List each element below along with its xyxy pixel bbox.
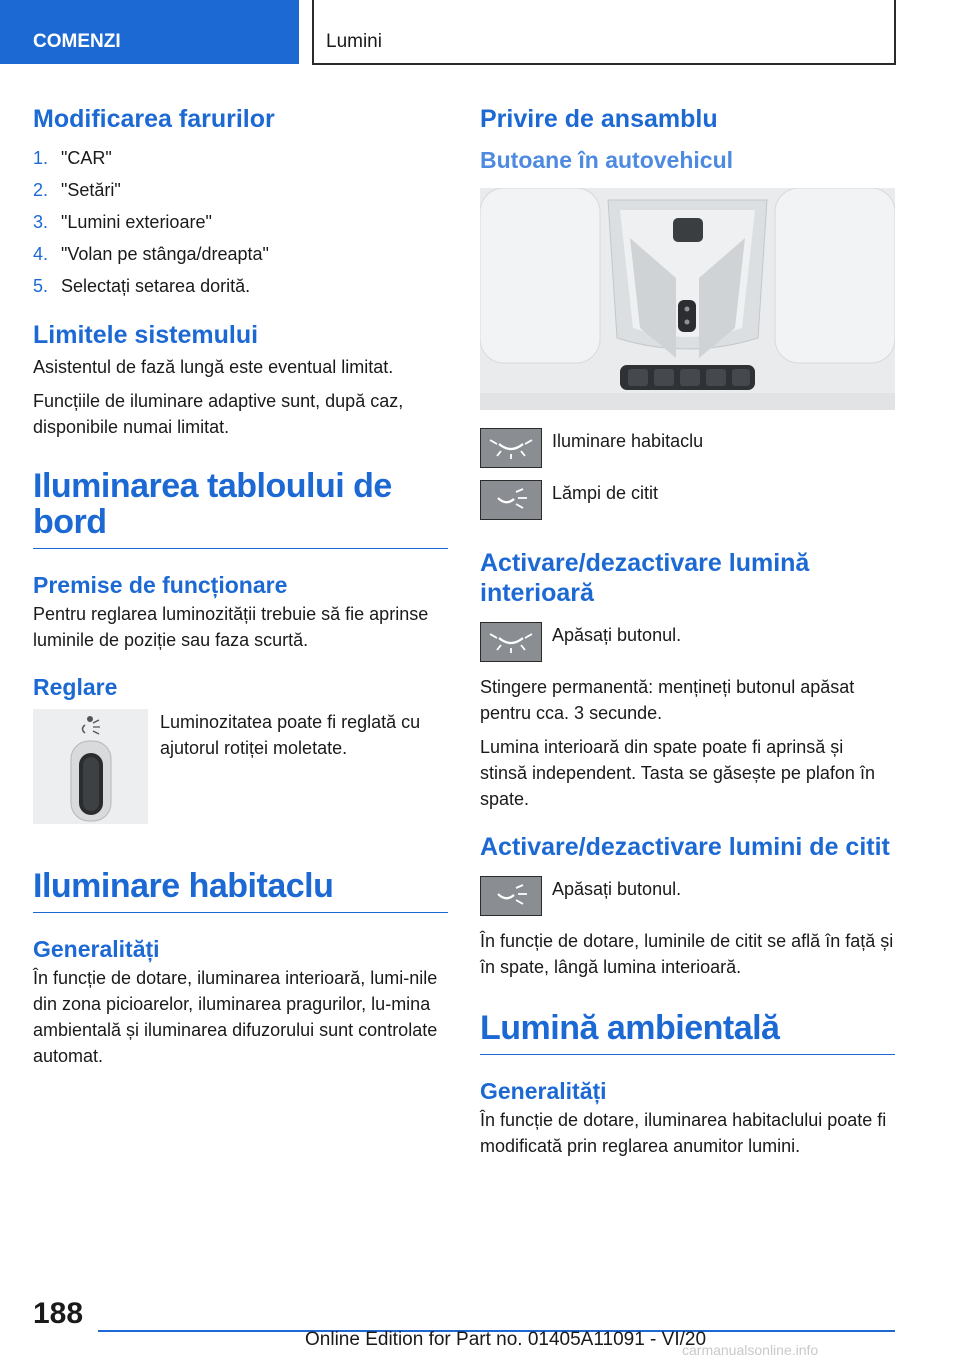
footer-watermark: carmanualsonline.info	[682, 1342, 819, 1358]
paragraph: Funcțiile de iluminare adaptive sunt, după caz, disponibile numai limitat.	[33, 391, 404, 437]
legend-label: Lămpi de citit	[552, 483, 659, 503]
legend-row-reading-light	[480, 480, 895, 520]
left-column	[33, 96, 448, 1077]
step-number: 2.	[33, 180, 49, 200]
paragraph: În funcție de dotare, luminile de citit se află în față și în spate, lângă lumina interioară.	[480, 931, 894, 977]
dimmer-wheel-image	[33, 709, 148, 824]
subsection-generalitati-title: Generalități	[33, 936, 160, 962]
step-text: Selectați setarea dorită.	[61, 276, 251, 296]
subsection-reglare-title: Reglare	[33, 674, 118, 700]
press-button-row	[480, 622, 895, 662]
paragraph: Stingere permanentă: mențineți butonul apăsat pentru cca. 3 secunde.	[480, 677, 855, 723]
step-item	[33, 270, 448, 302]
interior-light-icon	[480, 622, 542, 662]
section-activare-interioara-title: Activare/dezactivare lumină interioară	[480, 549, 810, 607]
step-text: "CAR"	[61, 148, 112, 168]
section-activare-citit-title: Activare/dezactivare lumini de citit	[480, 833, 890, 861]
overhead-console-image	[480, 188, 895, 410]
right-column	[480, 96, 895, 1167]
step-number: 5.	[33, 276, 49, 296]
legend-row-interior-light	[480, 428, 895, 468]
subsection-butoane-title: Butoane în autovehicul	[480, 147, 734, 173]
footer-edition: Online Edition for Part no. 01405A11091 - VI/20	[305, 1329, 707, 1350]
step-number: 1.	[33, 148, 49, 168]
section-modificarea-farurilor-title: Modificarea farurilor	[33, 105, 275, 133]
section-privire-title: Privire de ansamblu	[480, 105, 718, 133]
reading-light-icon	[480, 480, 542, 520]
interior-light-icon	[480, 428, 542, 468]
dimmer-text: Luminozitatea poate fi reglată cu ajutorul rotiței moletate.	[160, 712, 421, 758]
step-item	[33, 206, 448, 238]
steps-list	[33, 142, 448, 302]
reading-light-icon	[480, 876, 542, 916]
header-section-label: COMENZI	[33, 31, 121, 52]
step-item	[33, 142, 448, 174]
subsection-generalitati-title: Generalități	[480, 1078, 607, 1104]
step-text: "Setări"	[61, 180, 121, 200]
press-button-text: Apăsați butonul.	[552, 625, 682, 645]
header-section	[0, 0, 299, 64]
step-number: 3.	[33, 212, 49, 232]
step-number: 4.	[33, 244, 49, 264]
dimmer-figure-row	[33, 709, 448, 824]
page-number: 188	[33, 1297, 84, 1330]
section-lumina-ambientala-title: Lumină ambientală	[480, 1010, 895, 1055]
legend-label: Iluminare habitaclu	[552, 431, 704, 451]
paragraph: Pentru reglarea luminozității trebuie să fie aprinse luminile de poziție sau faza scurtă.	[33, 604, 429, 650]
paragraph: În funcție de dotare, iluminarea interioară, lumi-nile din zona picioarelor, iluminarea pragurilor, lu-mina ambientală și iluminarea difuzorului sunt controlate automat.	[33, 968, 438, 1066]
press-button-text: Apăsați butonul.	[552, 879, 682, 899]
press-button-row	[480, 876, 895, 916]
paragraph: În funcție de dotare, iluminarea habitaclului poate fi modificată prin reglarea anumitor lumini.	[480, 1110, 887, 1156]
step-text: "Lumini exterioare"	[61, 212, 212, 232]
header-title	[312, 0, 896, 65]
step-item	[33, 238, 448, 270]
subsection-premise-title: Premise de funcționare	[33, 572, 288, 598]
paragraph: Asistentul de fază lungă este eventual limitat.	[33, 357, 394, 377]
step-item	[33, 174, 448, 206]
header-title-label: Lumini	[326, 31, 382, 52]
section-iluminare-habitaclu-title: Iluminare habitaclu	[33, 868, 448, 913]
step-text: "Volan pe stânga/dreapta"	[61, 244, 269, 264]
section-limitele-sistemului-title: Limitele sistemului	[33, 321, 259, 349]
section-iluminarea-tabloului-title: Iluminarea tabloului de bord	[33, 468, 448, 549]
paragraph: Lumina interioară din spate poate fi aprinsă și stinsă independent. Tasta se găsește pe plafon în spate.	[480, 737, 875, 809]
